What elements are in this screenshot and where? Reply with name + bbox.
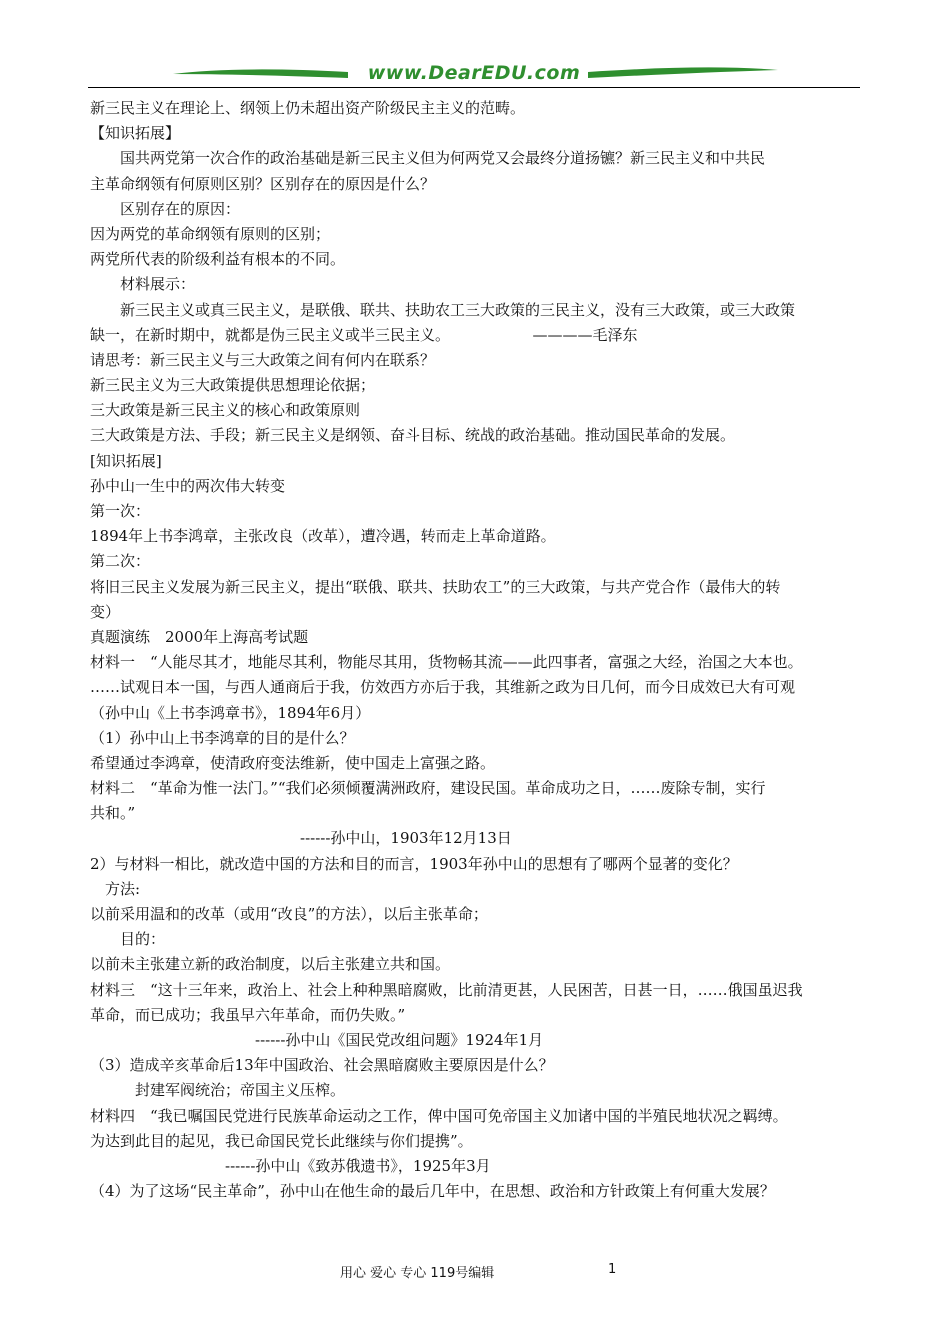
text-line: 材料三 “这十三年来，政治上、社会上种种黑暗腐败，比前清更甚，人民困苦，日甚一日，……俄国虽迟我 (90, 980, 803, 999)
text-line: 目的： (90, 930, 166, 949)
text-line: （1）孙中山上书李鸿章的目的是什么？ (90, 728, 355, 747)
text-line: 方法: (90, 879, 141, 898)
text-line: ……试观日本一国，与西人通商后于我，仿效西方亦后于我，其维新之政为日几何，而今日成效已大有可观 (90, 678, 796, 697)
document-body (90, 96, 862, 1204)
text-line: 新三民主义在理论上、纲领上仍未超出资产阶级民主主义的范畴。 (90, 99, 526, 117)
text-line: 封建军阀统治；帝国主义压榨。 (90, 1081, 346, 1100)
text-line: 区别存在的原因： (90, 199, 241, 218)
text-line: ------孙中山，1903年12月13日 (90, 829, 512, 848)
text-line: 新三民主义或真三民主义，是联俄、联共、扶助农工三大政策的三民主义，没有三大政策，或三大政策 (90, 300, 796, 319)
text-line: 真题演练 2000年上海高考试题 (90, 627, 309, 646)
text-line: 孙中山一生中的两次伟大转变 (90, 476, 286, 495)
text-line: 2）与材料一相比，就改造中国的方法和目的而言，1903年孙中山的思想有了哪两个显著的变化？ (90, 854, 738, 873)
text-line: 两党所代表的阶级利益有根本的不同。 (90, 250, 346, 269)
footer-editor: 用心 爱心 专心 119号编辑 (340, 1266, 495, 1281)
text-line: 希望通过李鸿章，使清政府变法维新，使中国走上富强之路。 (90, 753, 496, 772)
text-line: 因为两党的革命纲领有原则的区别； (90, 224, 331, 243)
text-line: 新三民主义为三大政策提供思想理论依据； (90, 376, 376, 395)
text-line: 三大政策是新三民主义的核心和政策原则 (90, 401, 361, 420)
text-line: 材料一 “人能尽其才，地能尽其利，物能尽其用，货物畅其流——此四事者，富强之大经，治国之大本也。 (90, 653, 803, 672)
text-line: 主革命纲领有何原则区别？区别存在的原因是什么？ (90, 174, 436, 193)
text-line: 为达到此目的起见，我已命国民党长此继续与你们提携”。 (90, 1131, 473, 1150)
text-line: （4）为了这场“民主革命”，孙中山在他生命的最后几年中，在思想、政治和方针政策上有何重大发展？ (90, 1182, 775, 1201)
text-line: （孙中山《上书李鸿章书》，1894年6月） (90, 703, 371, 722)
text-line: 材料二 “革命为惟一法门。”“我们必须倾覆满洲政府，建设民国。革命成功之日，……废除专制，实行 (90, 779, 766, 798)
text-line: 第一次： (90, 502, 151, 520)
text-line: 共和。” (90, 804, 136, 823)
text-line: 以前采用温和的改革（或用“改良”的方法），以后主张革命； (90, 905, 488, 923)
text-line: 将旧三民主义发展为新三民主义，提出“联俄、联共、扶助农工”的三大政策，与共产党合作（最伟大的转 (90, 577, 781, 596)
header-rule (88, 87, 860, 88)
text-line: 缺一，在新时期中，就都是伪三民主义或半三民主义。 ————毛泽东 (90, 325, 638, 344)
text-line: 请思考：新三民主义与三大政策之间有何内在联系？ (90, 350, 436, 369)
text-line: 以前未主张建立新的政治制度，以后主张建立共和国。 (90, 955, 451, 974)
text-line: 材料展示： (90, 275, 196, 294)
text-line: 【知识拓展】 (90, 124, 181, 143)
site-name: www.DearEDU.com (367, 62, 581, 84)
text-line: 革命，而已成功；我虽早六年革命，而仍失败。” (90, 1005, 406, 1024)
text-line: 第二次： (90, 552, 151, 571)
text-line: ------孙中山《国民党改组问题》1924年1月 (90, 1030, 544, 1049)
text-line: 变） (90, 602, 121, 621)
text-line: [知识拓展] (90, 451, 162, 470)
text-line: 三大政策是方法、手段；新三民主义是纲领、奋斗目标、统战的政治基础。推动国民革命的发展。 (90, 426, 736, 445)
text-line: 1894年上书李鸿章，主张改良（改革），遭冷遇，转而走上革命道路。 (90, 527, 556, 546)
text-line: ------孙中山《致苏俄遗书》，1925年3月 (90, 1156, 491, 1175)
text-line: （3）造成辛亥革命后13年中国政治、社会黑暗腐败主要原因是什么？ (90, 1056, 554, 1075)
text-line: 国共两党第一次合作的政治基础是新三民主义但为何两党又会最终分道扬镳？新三民主义和中共民 (90, 149, 766, 168)
text-line: 材料四 “我已嘱国民党进行民族革命运动之工作，俾中国可免帝国主义加诸中国的半殖民地状况之羁缚。 (90, 1106, 788, 1125)
site-header-banner (88, 58, 860, 90)
page-number: 1 (608, 1262, 617, 1277)
